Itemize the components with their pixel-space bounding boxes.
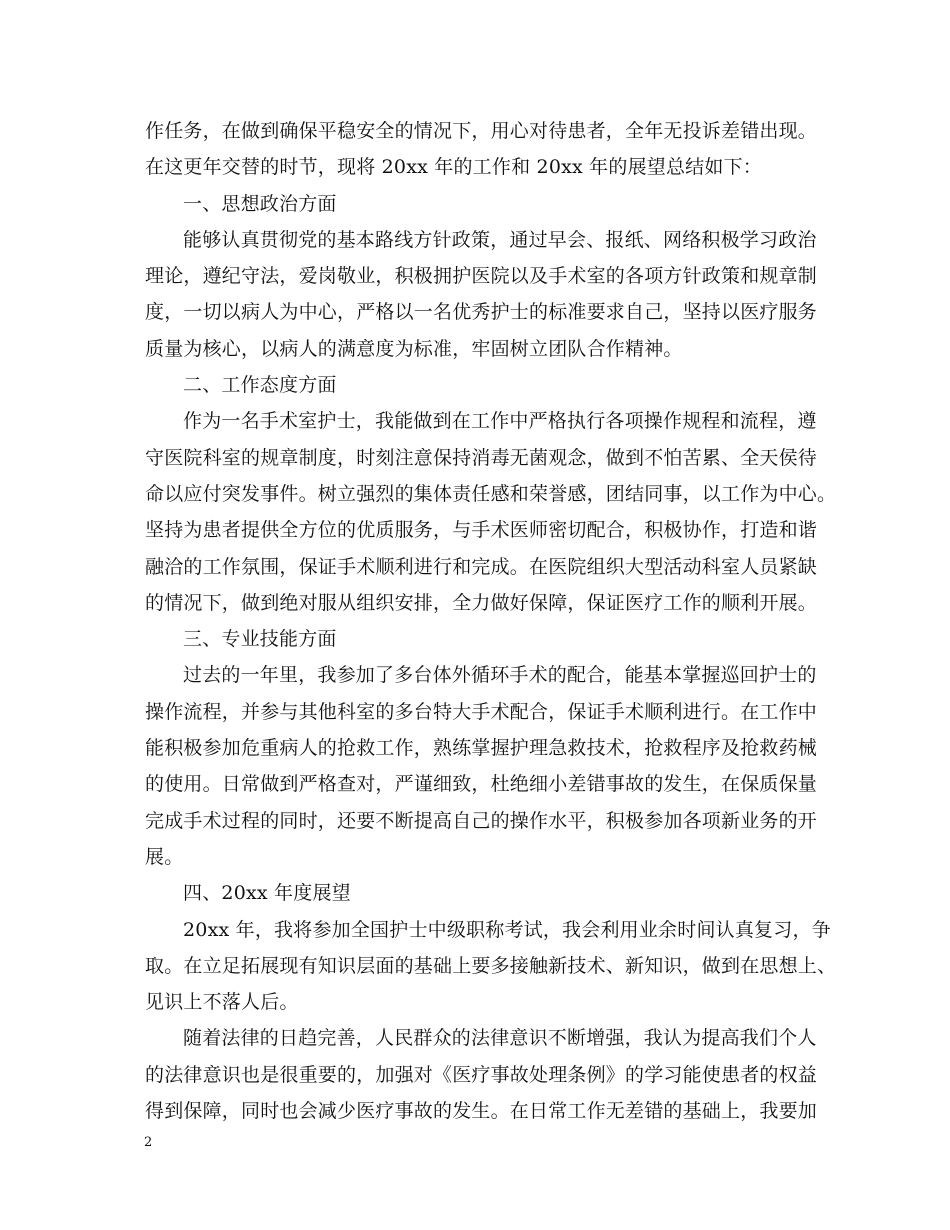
text-line: 质量为核心，以病人的满意度为标准，牢固树立团队合作精神。 <box>145 337 683 360</box>
text-line: 20xx 年，我将参加全国护士中级职称考试，我会利用业余时间认真复习，争 <box>183 918 831 941</box>
text-line: 在这更年交替的时节，现将 20xx 年的工作和 20xx 年的展望总结如下： <box>145 156 762 179</box>
page-number: 2 <box>144 1135 153 1150</box>
document-body <box>145 113 837 1129</box>
text-line: 随着法律的日趋完善，人民群众的法律意识不断增强，我认为提高我们个人 <box>183 1027 817 1050</box>
section-heading-outlook: 四、20xx 年度展望 <box>183 882 351 905</box>
text-line: 坚持为患者提供全方位的优质服务，与手术医师密切配合，积极协作，打造和谐 <box>145 519 818 542</box>
text-line: 的使用。日常做到严格查对，严谨细致，杜绝细小差错事故的发生，在保质保量 <box>145 773 818 796</box>
text-line: 理论，遵纪守法，爱岗敬业，积极拥护医院以及手术室的各项方针政策和规章制 <box>145 265 818 288</box>
text-line: 作任务，在做到确保平稳安全的情况下，用心对待患者，全年无投诉差错出现。 <box>145 120 818 142</box>
text-line: 的情况下，做到绝对服从组织安排，全力做好保障，保证医疗工作的顺利开展。 <box>145 591 818 614</box>
text-line: 命以应付突发事件。树立强烈的集体责任感和荣誉感，团结同事，以工作为中心。 <box>145 482 837 505</box>
text-line: 得到保障，同时也会减少医疗事故的发生。在日常工作无差错的基础上，我要加 <box>145 1100 818 1123</box>
text-line: 取。在立足拓展现有知识层面的基础上要多接触新技术、新知识，做到在思想上、 <box>145 954 837 977</box>
text-line: 能积极参加危重病人的抢救工作，熟练掌握护理急救技术，抢救程序及抢救药械 <box>145 737 818 760</box>
text-line: 操作流程，并参与其他科室的多台特大手术配合，保证手术顺利进行。在工作中 <box>145 700 818 723</box>
text-line: 见识上不落人后。 <box>145 991 299 1014</box>
text-line: 的法律意识也是很重要的，加强对《医疗事故处理条例》的学习能使患者的权益 <box>145 1063 818 1086</box>
text-line: 展。 <box>145 845 184 868</box>
text-line: 过去的一年里，我参加了多台体外循环手术的配合，能基本掌握巡回护士的 <box>183 664 817 687</box>
section-heading-politics: 一、思想政治方面 <box>183 192 337 215</box>
text-line: 作为一名手术室护士，我能做到在工作中严格执行各项操作规程和流程，遵 <box>183 410 817 433</box>
section-heading-attitude: 二、工作态度方面 <box>183 374 337 397</box>
text-line: 守医院科室的规章制度，时刻注意保持消毒无菌观念，做到不怕苦累、全天侯待 <box>145 446 818 469</box>
text-line: 能够认真贯彻党的基本路线方针政策，通过早会、报纸、网络积极学习政治 <box>183 228 817 251</box>
text-line: 度，一切以病人为中心，严格以一名优秀护士的标准要求自己，坚持以医疗服务 <box>145 301 818 324</box>
text-line: 融洽的工作氛围，保证手术顺利进行和完成。在医院组织大型活动科室人员紧缺 <box>145 555 818 578</box>
text-line: 完成手术过程的同时，还要不断提高自己的操作水平，积极参加各项新业务的开 <box>145 809 818 832</box>
section-heading-skills: 三、专业技能方面 <box>183 628 337 651</box>
